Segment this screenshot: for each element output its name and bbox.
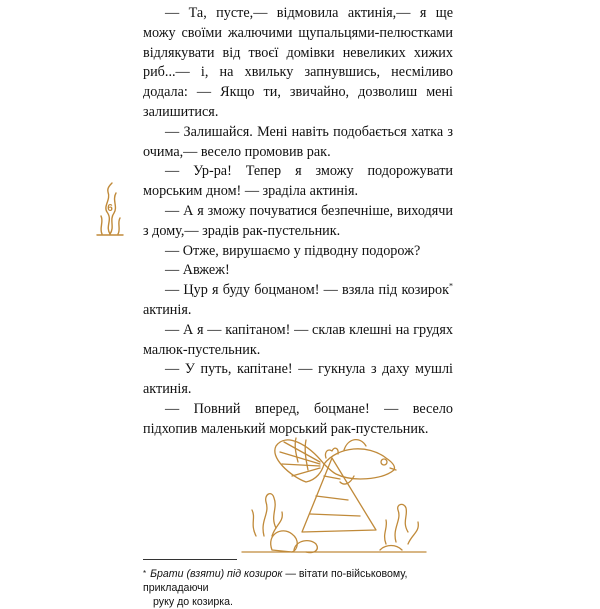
coral-right — [395, 504, 408, 542]
page-number-ornament — [93, 182, 127, 236]
fish-body — [324, 449, 395, 479]
coral-left — [263, 494, 276, 536]
paragraph: — У путь, капітане! — гукнула з даху мушлі актинія. — [143, 361, 453, 398]
paragraph: — Та, пусте,— відмовила актинія,— я ще можу своїми жалючими щупальцями-пелюстками відлякувати від твоєї домівки невеликих хижих риб...— і, на хвильку запнувшись, несміливо додала: — Якщо ти, звичайно, дозволиш мені залишитися. — [143, 5, 453, 120]
paragraph: — Залишайся. Мені навіть подобається хатка з очима,— весело промовив рак. — [143, 123, 453, 160]
fish-tail — [275, 440, 324, 482]
footnote-marker: * — [449, 281, 453, 291]
fish-and-shell-illustration — [236, 424, 432, 554]
footnote-marker: * — [143, 569, 147, 578]
footnote-definition: — вітати по-військовому, прикладаючи — [143, 568, 408, 594]
paragraph: — А я — капітаном! — склав клешні на грудях малюк-пустельник. — [143, 321, 453, 358]
rock — [271, 531, 298, 552]
footnote-definition-line2: руку до козирка. — [153, 596, 233, 608]
paragraph: — Авжеж! — [165, 262, 230, 279]
paragraph-text: — Цур я буду боцманом! — взяла під козирок — [165, 282, 449, 299]
page-number: 6 — [107, 203, 113, 214]
paragraph: — Отже, вирушаємо у підводну подорож? — [165, 242, 421, 259]
paragraph: — А я зможу почуватися безпечніше, виходячи з дому,— зрадів рак-пустельник. — [143, 202, 453, 239]
story-text — [143, 4, 453, 440]
footnote-divider — [143, 559, 237, 560]
paragraph: — Ур-ра! Тепер я зможу подорожувати морським дном! — зраділа актинія. — [143, 163, 453, 200]
footnote — [143, 567, 455, 609]
paragraph: — Повний вперед, боцмане! — весело підхопив маленький морський рак-пустельник. — [143, 400, 453, 437]
footnote-term: Брати (взяти) під козирок — [150, 568, 283, 580]
shell-outline — [302, 458, 376, 532]
paragraph-with-footnote — [143, 281, 453, 321]
paragraph-tail: актинія. — [143, 301, 192, 318]
